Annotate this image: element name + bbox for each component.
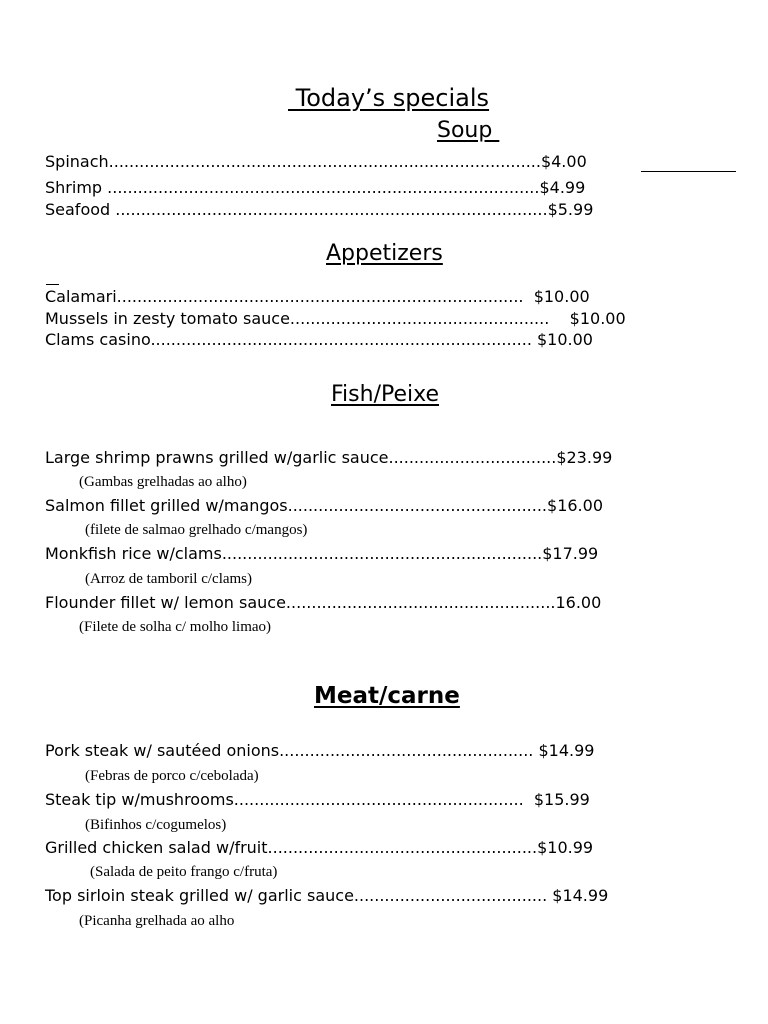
fish-item-translation: (filete de salmao grelhado c/mangos)	[85, 522, 308, 538]
underline-rule	[641, 171, 736, 172]
fish-heading: Fish/Peixe	[331, 382, 439, 407]
meat-item-translation: (Picanha grelhada ao alho	[79, 913, 235, 929]
fish-item-translation: (Gambas grelhadas ao alho)	[79, 474, 247, 490]
soup-heading: Soup	[437, 118, 500, 143]
short-rule	[46, 284, 59, 285]
soup-item-shrimp: Shrimp .....................................................................................$4.99	[45, 178, 586, 197]
meat-item: Grilled chicken salad w/fruit.....................................................$10.99	[45, 838, 594, 857]
appetizer-item-mussels: Mussels in zesty tomato sauce................................................... $10.00	[45, 309, 626, 328]
appetizers-heading: Appetizers	[326, 241, 443, 266]
appetizer-item-clams: Clams casino........................................................................... $10.00	[45, 330, 593, 349]
soup-item-seafood: Seafood .....................................................................................$5.99	[45, 200, 594, 219]
soup-item-spinach: Spinach.....................................................................................$4.00	[45, 152, 587, 171]
fish-item: Flounder fillet w/ lemon sauce.....................................................16.00	[45, 593, 602, 612]
meat-item-translation: (Febras de porco c/cebolada)	[85, 768, 259, 784]
meat-item: Pork steak w/ sautéed onions.................................................. $14.99	[45, 741, 595, 760]
meat-item-translation: (Salada de peito frango c/fruta)	[90, 864, 278, 880]
meat-item: Top sirloin steak grilled w/ garlic sauce...................................... $14.99	[45, 886, 609, 905]
meat-item-translation: (Bifinhos c/cogumelos)	[85, 817, 227, 833]
meat-heading: Meat/carne	[314, 683, 460, 709]
appetizer-item-calamari: Calamari................................................................................ $10.00	[45, 287, 590, 306]
fish-item-translation: (Arroz de tamboril c/clams)	[85, 571, 253, 587]
fish-item: Monkfish rice w/clams...............................................................$17.99	[45, 544, 599, 563]
fish-item: Large shrimp prawns grilled w/garlic sauce.................................$23.99	[45, 448, 613, 467]
fish-item-translation: (Filete de solha c/ molho limao)	[79, 619, 272, 635]
meat-item: Steak tip w/mushrooms......................................................... $15.99	[45, 790, 590, 809]
fish-item: Salmon fillet grilled w/mangos...................................................$16.00	[45, 496, 603, 515]
page-title: Today’s specials	[288, 84, 490, 112]
